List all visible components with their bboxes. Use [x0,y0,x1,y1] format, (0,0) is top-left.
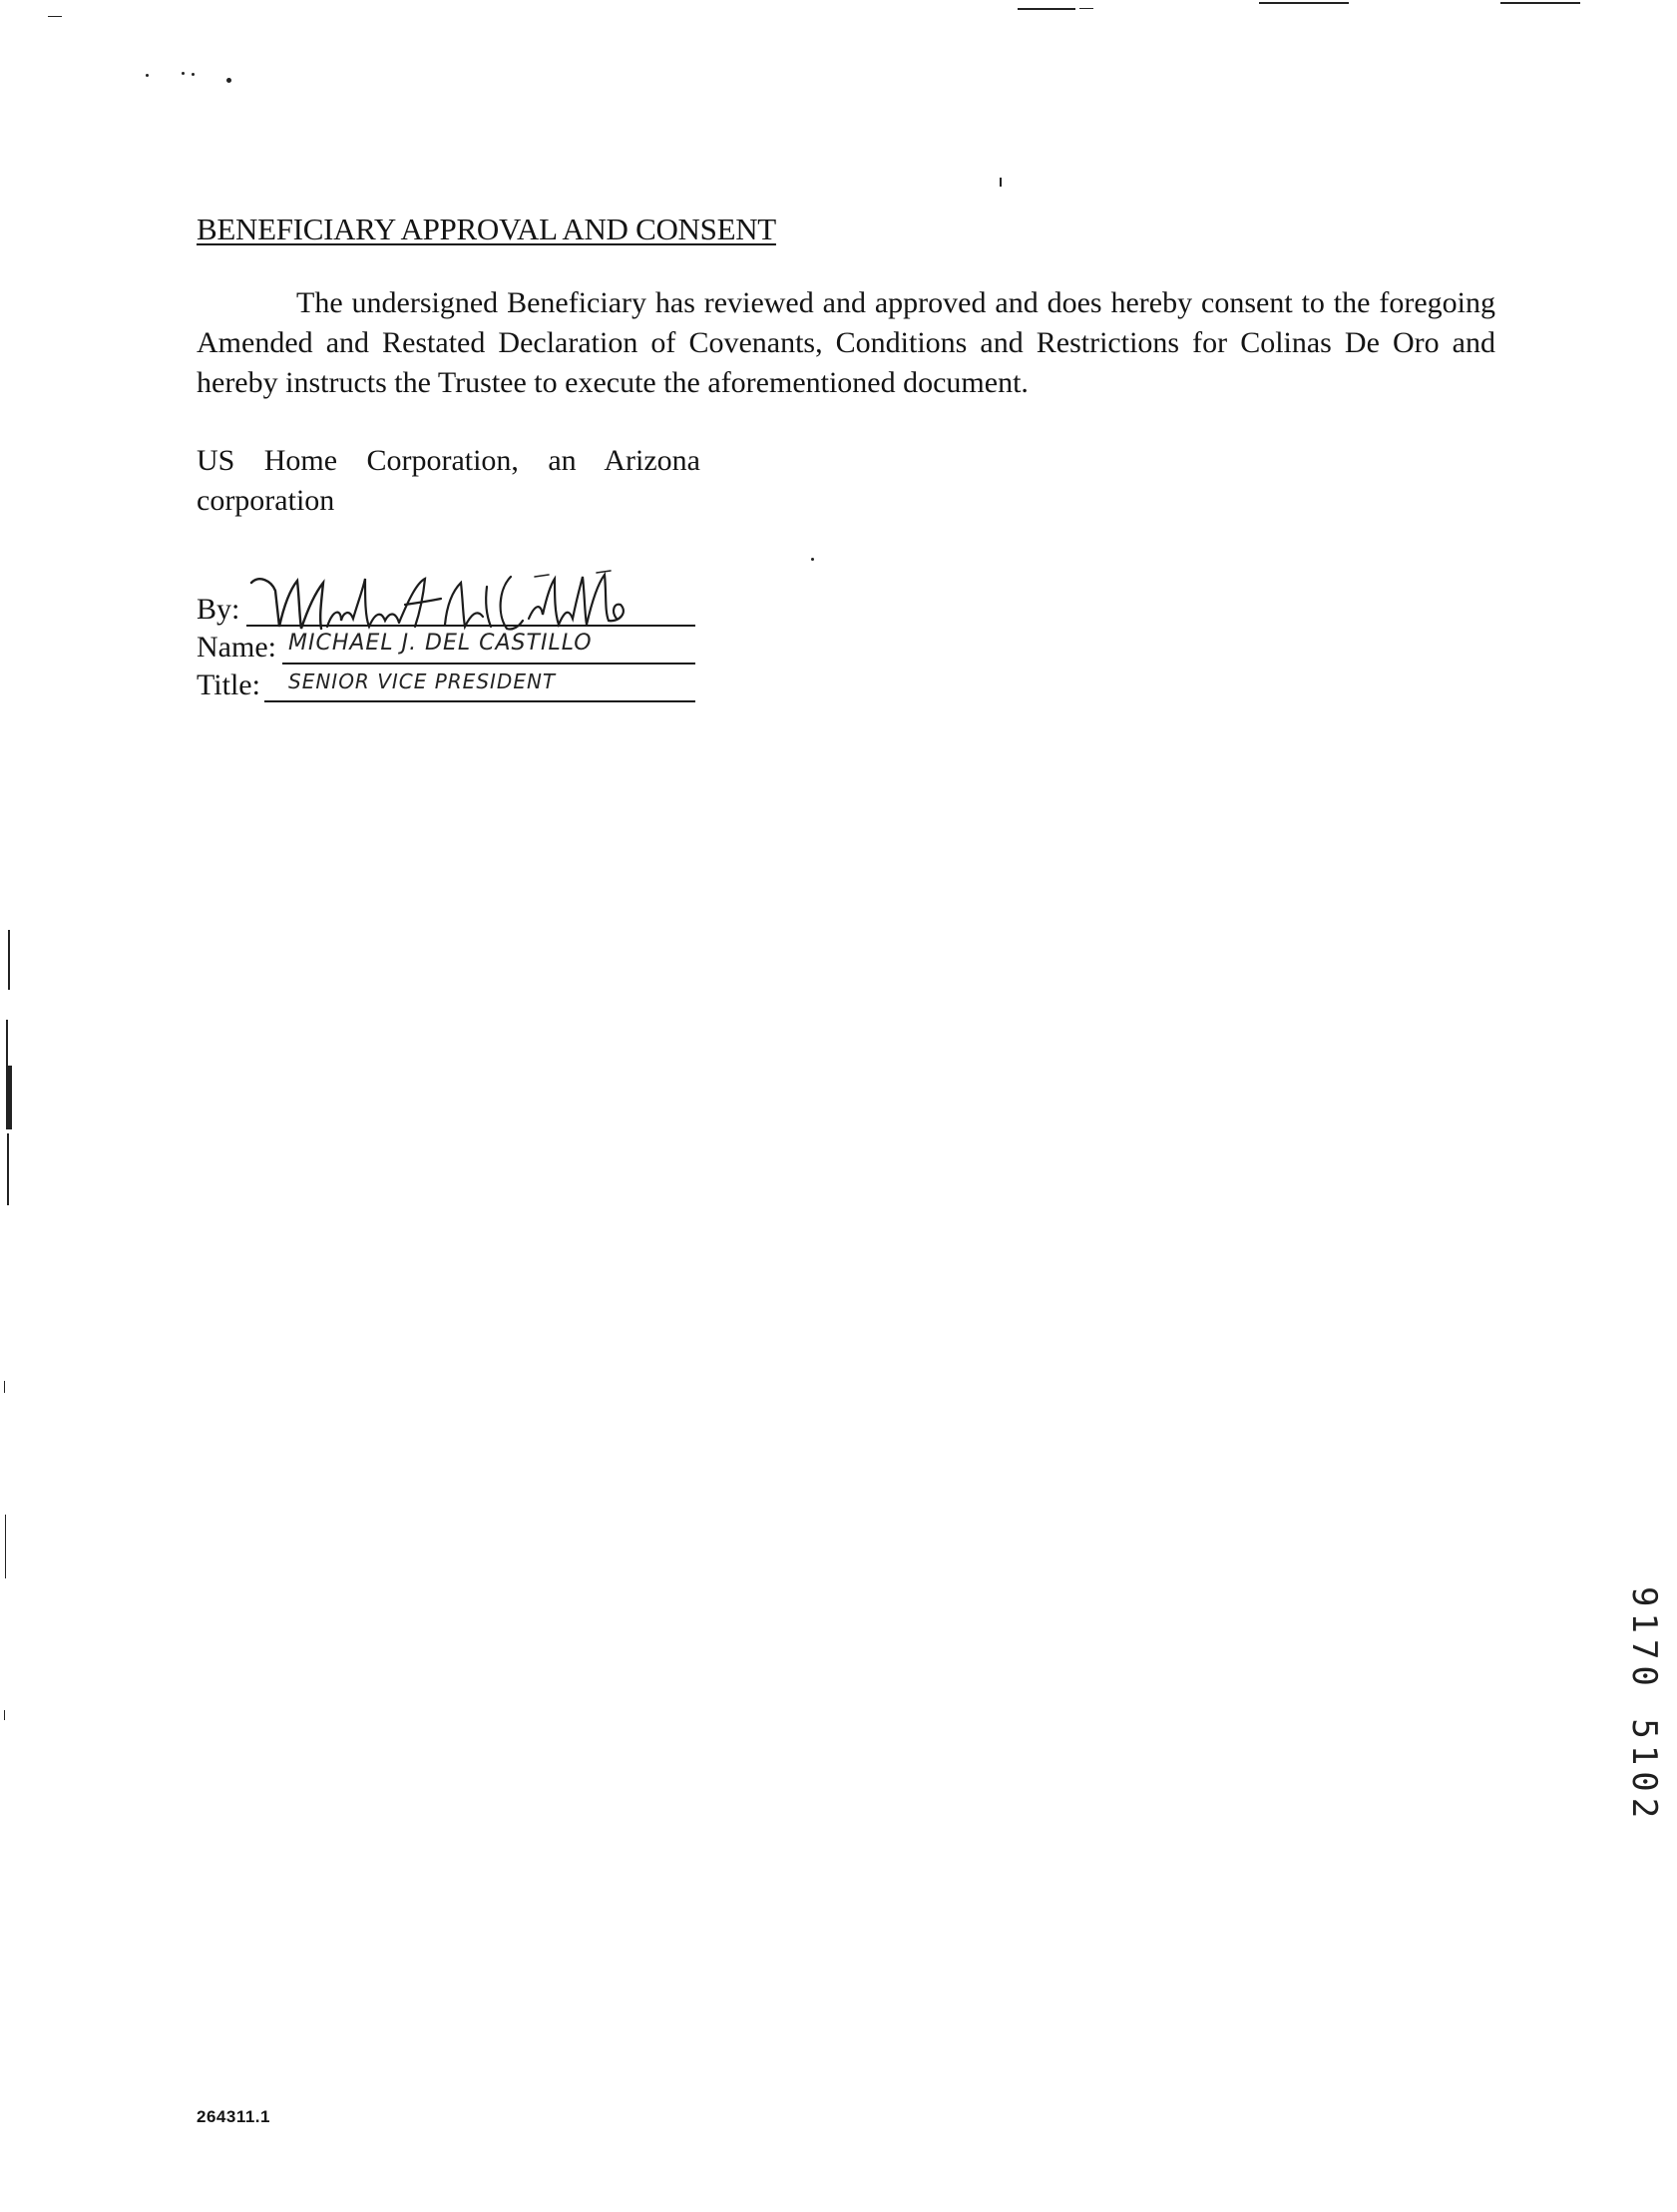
scan-mark [192,73,195,76]
document-number: 264311.1 [197,2107,270,2126]
title-label: Title: [197,668,260,701]
binding-mark [7,1133,9,1205]
scan-mark [1079,8,1093,9]
title-line [264,700,695,702]
scan-mark [48,16,62,17]
binding-mark [4,1710,5,1720]
consent-paragraph: The undersigned Beneficiary has reviewed and approved and does hereby consent to the foregoing Amended and Restated Declaration of Covenants, Conditions and Restrictions for Colinas De Oro and hereby instructs the Trustee to execute the aforementioned document. [197,286,1495,399]
by-label: By: [197,593,240,626]
name-value: MICHAEL J. DEL CASTILLO [288,631,593,656]
name-label: Name: [197,631,276,664]
entity-name: US Home Corporation, an Arizona corporation [197,444,700,517]
scan-mark [1500,2,1580,4]
scan-mark [226,78,231,83]
scan-mark [1000,178,1002,187]
scan-mark [182,72,185,75]
scan-mark [1018,8,1075,10]
binding-mark [6,1066,12,1129]
title-value: SENIOR VICE PRESIDENT [288,669,557,693]
signature-name-row [197,629,695,666]
signature-title-row [197,666,695,704]
binding-mark [4,1381,5,1393]
binding-mark [8,930,10,990]
document-heading: BENEFICIARY APPROVAL AND CONSENT [197,212,776,246]
scan-mark [1259,2,1349,4]
recording-number: 9170 5102 [1624,1586,1664,1825]
binding-mark [5,1515,6,1578]
signature-by-row [197,591,695,629]
scan-mark [146,74,149,77]
binding-mark [6,1020,8,1066]
recording-number-stamp [1624,1586,1664,1916]
scan-mark [811,558,814,561]
